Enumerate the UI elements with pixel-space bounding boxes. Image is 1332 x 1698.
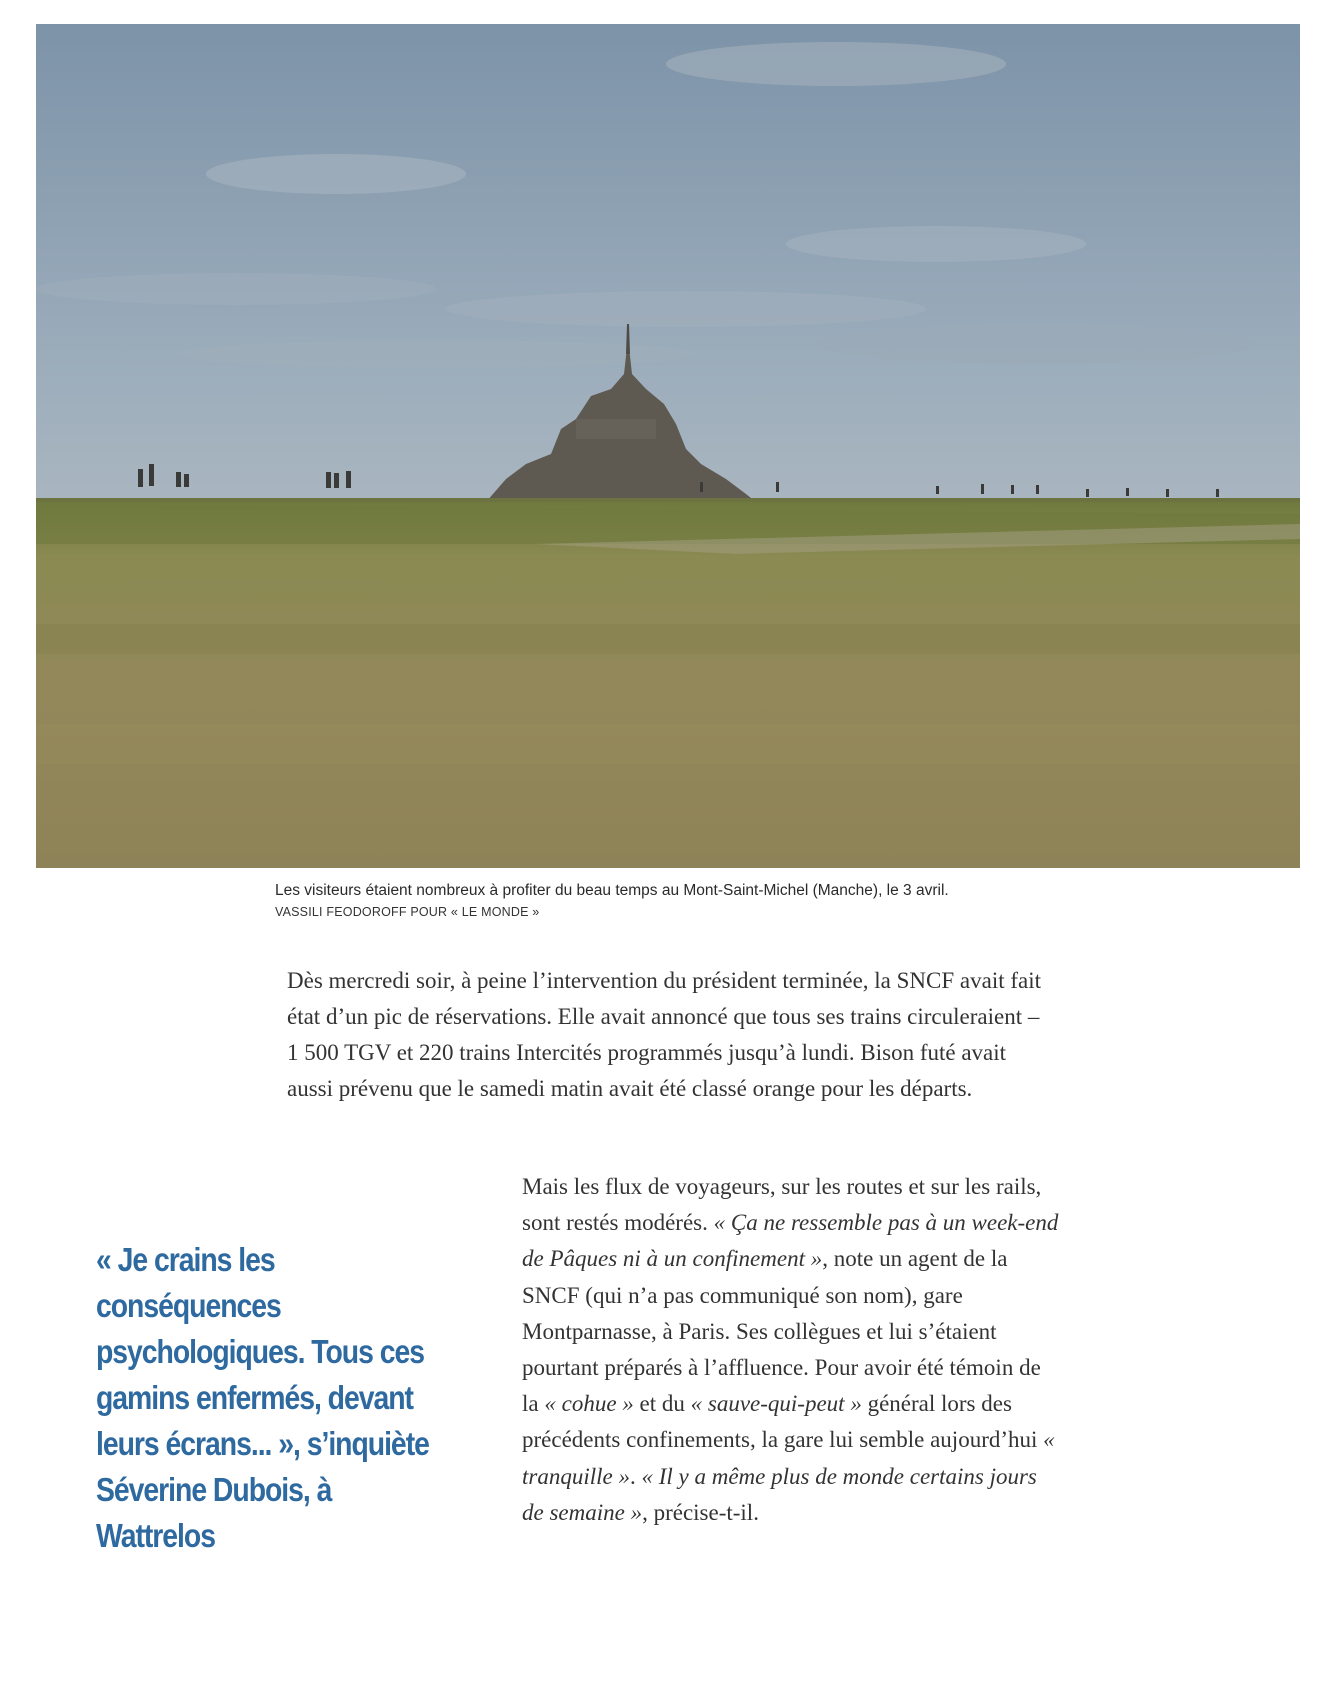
mont-saint-michel-photo	[36, 24, 1300, 868]
pull-quote: « Je crains les conséquences psychologiques. Tous ces gamins enfermés, devant leurs écrans... », s’inquiète Séverine Dubois, à Wattrelos	[96, 1241, 429, 1554]
quote-span: « Ça ne ressemble pas à un week-end de Pâques ni à un confinement »	[522, 1210, 1059, 1272]
quote-span: « Il y a même plus de monde certains jours de semaine »	[522, 1463, 1037, 1525]
caption-legend: Les visiteurs étaient nombreux à profiter du beau temps au Mont-Saint-Michel (Manche), le 3 avril.	[275, 882, 949, 899]
quote-span: « cohue »	[544, 1391, 634, 1417]
photo-credit: VASSILI FEODOROFF POUR « LE MONDE »	[275, 905, 540, 919]
article-paragraph-2	[522, 1169, 1062, 1531]
text-span: , note un agent de la SNCF (qui n’a pas communiqué son nom), gare Montparnasse, à Paris. Ses collègues et lui s’étaient pourtant préparés à l’affluence. Pour avoir été témoin de la	[522, 1246, 1041, 1417]
text-span: , précise-t-il.	[642, 1499, 759, 1525]
article-paragraph-1: Dès mercredi soir, à peine l’intervention du président terminée, la SNCF avait fait état d’un pic de réservations. Elle avait annoncé que tous ses trains circuleraient – 1 500 TGV et 220 trains Intercités programmés jusqu’à lundi. Bison futé avait aussi prévenu que le samedi matin avait été classé orange pour les départs.	[287, 968, 1042, 1101]
text-span: et du	[633, 1391, 691, 1417]
quote-span: « sauve-qui-peut »	[690, 1391, 862, 1417]
photo-caption	[275, 880, 1175, 922]
text-span: général lors des précédents confinements, la gare lui semble aujourd’hui	[522, 1391, 1044, 1453]
article-photo	[36, 24, 1300, 868]
quote-span: « tranquille »	[522, 1427, 1055, 1489]
text-span: .	[629, 1463, 642, 1489]
text-span: Mais les flux de voyageurs, sur les routes et sur les rails, sont restés modérés.	[522, 1174, 1042, 1236]
